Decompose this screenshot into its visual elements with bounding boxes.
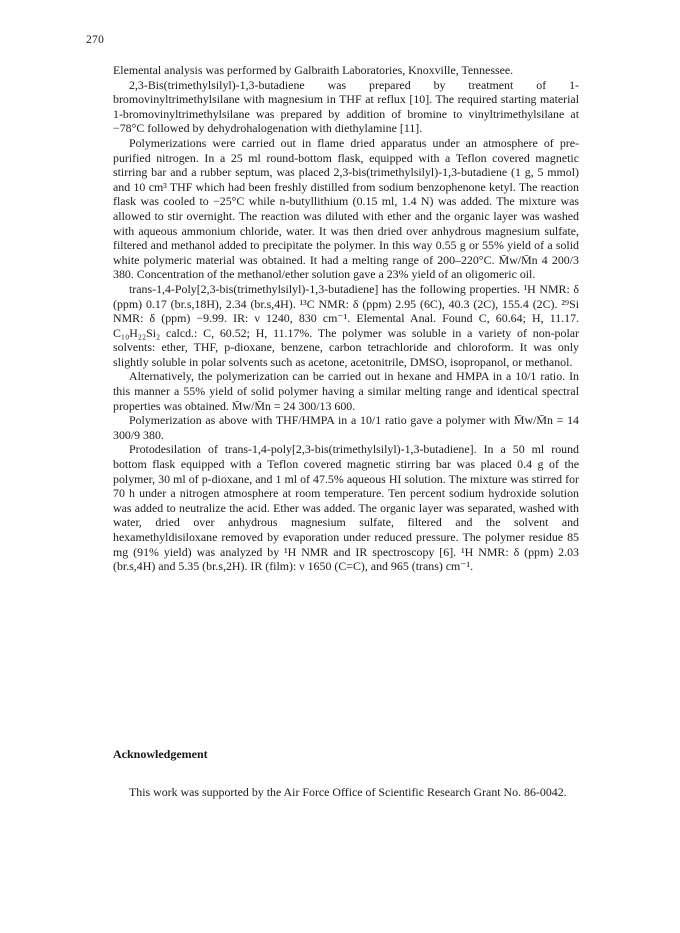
experimental-section	[113, 63, 579, 574]
paragraph-protodesilation: Protodesilation of trans-1,4-poly[2,3-bis(trimethylsilyl)-1,3-butadiene]. In a 50 ml round bottom flask equipped with a Teflon covered magnetic stirring bar was placed 0.4 g of the polymer, 30 ml of p-dioxane, and 1 ml of 47.5% aqueous HI solution. The mixture was stirred for 70 h under a nitrogen atmosphere at room temperature. Ten percent sodium hydroxide solution was added to neutralize the acid. Ether was added. The organic layer was separated, washed with water, dried over anhydrous magnesium sulfate, filtered and the solvent and hexamethyldisiloxane removed by evaporation under reduced pressure. The polymer residue 85 mg (91% yield) was analyzed by ¹H NMR and IR spectroscopy [6]. ¹H NMR: δ (ppm) 2.03 (br.s,4H) and 5.35 (br.s,2H). IR (film): ν 1650 (C=C), and 965 (trans) cm⁻¹.	[113, 442, 579, 574]
paragraph-polymerization-procedure: Polymerizations were carried out in flame dried apparatus under an atmosphere of pre-purified nitrogen. In a 25 ml round-bottom flask, equipped with a Teflon covered magnetic stirring bar and a rubber septum, was placed 2,3-bis(trimethylsilyl)-1,3-butadiene (1 g, 5 mmol) and 10 cm³ THF which had been freshly distilled from sodium benzophenone ketyl. The reaction flask was cooled to −25°C while n-butyllithium (0.15 ml, 1.4 N) was added. The mixture was allowed to stir overnight. The reaction was diluted with ether and the organic layer was washed with aqueous ammonium chloride, water. It was then dried over anhydrous magnesium sulfate, filtered and methanol added to precipitate the polymer. In this way 0.55 g or 55% yield of a solid white polymeric material was obtained. It had a melting range of 200–220°C. M̄w/M̄n 4 200/3 380. Concentration of the methanol/ether solution gave a 23% yield of an oligomeric oil.	[113, 135, 579, 282]
paragraph-monomer-preparation: 2,3-Bis(trimethylsilyl)-1,3-butadiene was prepared by treatment of 1-bromovinyltrimethylsilane with magnesium in THF at reflux [10]. The required starting material 1-bromovinyltrimethylsilane was prepared by addition of bromine to vinyltrimethylsilane at −78°C followed by dehydrohalogenation with diethylamine [11].	[113, 77, 579, 136]
acknowledgement-section	[113, 785, 579, 800]
paragraph-elemental-analysis: Elemental analysis was performed by Galbraith Laboratories, Knoxville, Tennessee.	[113, 63, 514, 77]
page-number: 270	[86, 34, 105, 46]
paragraph-hexane-hmpa: Alternatively, the polymerization can be carried out in hexane and HMPA in a 10/1 ratio. In this manner a 55% yield of solid polymer having a similar melting range and identical spectral properties was obtained. M̄w/M̄n = 24 300/13 600.	[113, 369, 579, 413]
paragraph-polymer-properties: trans-1,4-Poly[2,3-bis(trimethylsilyl)-1,3-butadiene] has the following properties. ¹H NMR: δ (ppm) 0.17 (br.s,18H), 2.34 (br.s,4H). ¹³C NMR: δ (ppm) 2.95 (6C), 40.3 (2C), 155.4 (2C). ²⁹Si NMR: δ (ppm) −9.99. IR: ν 1240, 830 cm⁻¹. Elemental Anal. Found C, 60.64; H, 11.17. C₁₀H₂₂Si₂ calcd.: C, 60.52; H, 11.17%. The polymer was soluble in a variety of non-polar solvents: ether, THF, p-dioxane, benzene, carbon tetrachloride and chloroform. It was only slightly soluble in polar solvents such as acetone, acetonitrile, DMSO, isopropanol, or methanol.	[113, 281, 579, 369]
paragraph-thf-hmpa: Polymerization as above with THF/HMPA in a 10/1 ratio gave a polymer with M̄w/M̄n = 14 300/9 380.	[113, 413, 579, 442]
acknowledgement-heading: Acknowledgement	[113, 747, 208, 761]
acknowledgement-text: This work was supported by the Air Force Office of Scientific Research Grant No. 86-0042.	[129, 785, 567, 799]
